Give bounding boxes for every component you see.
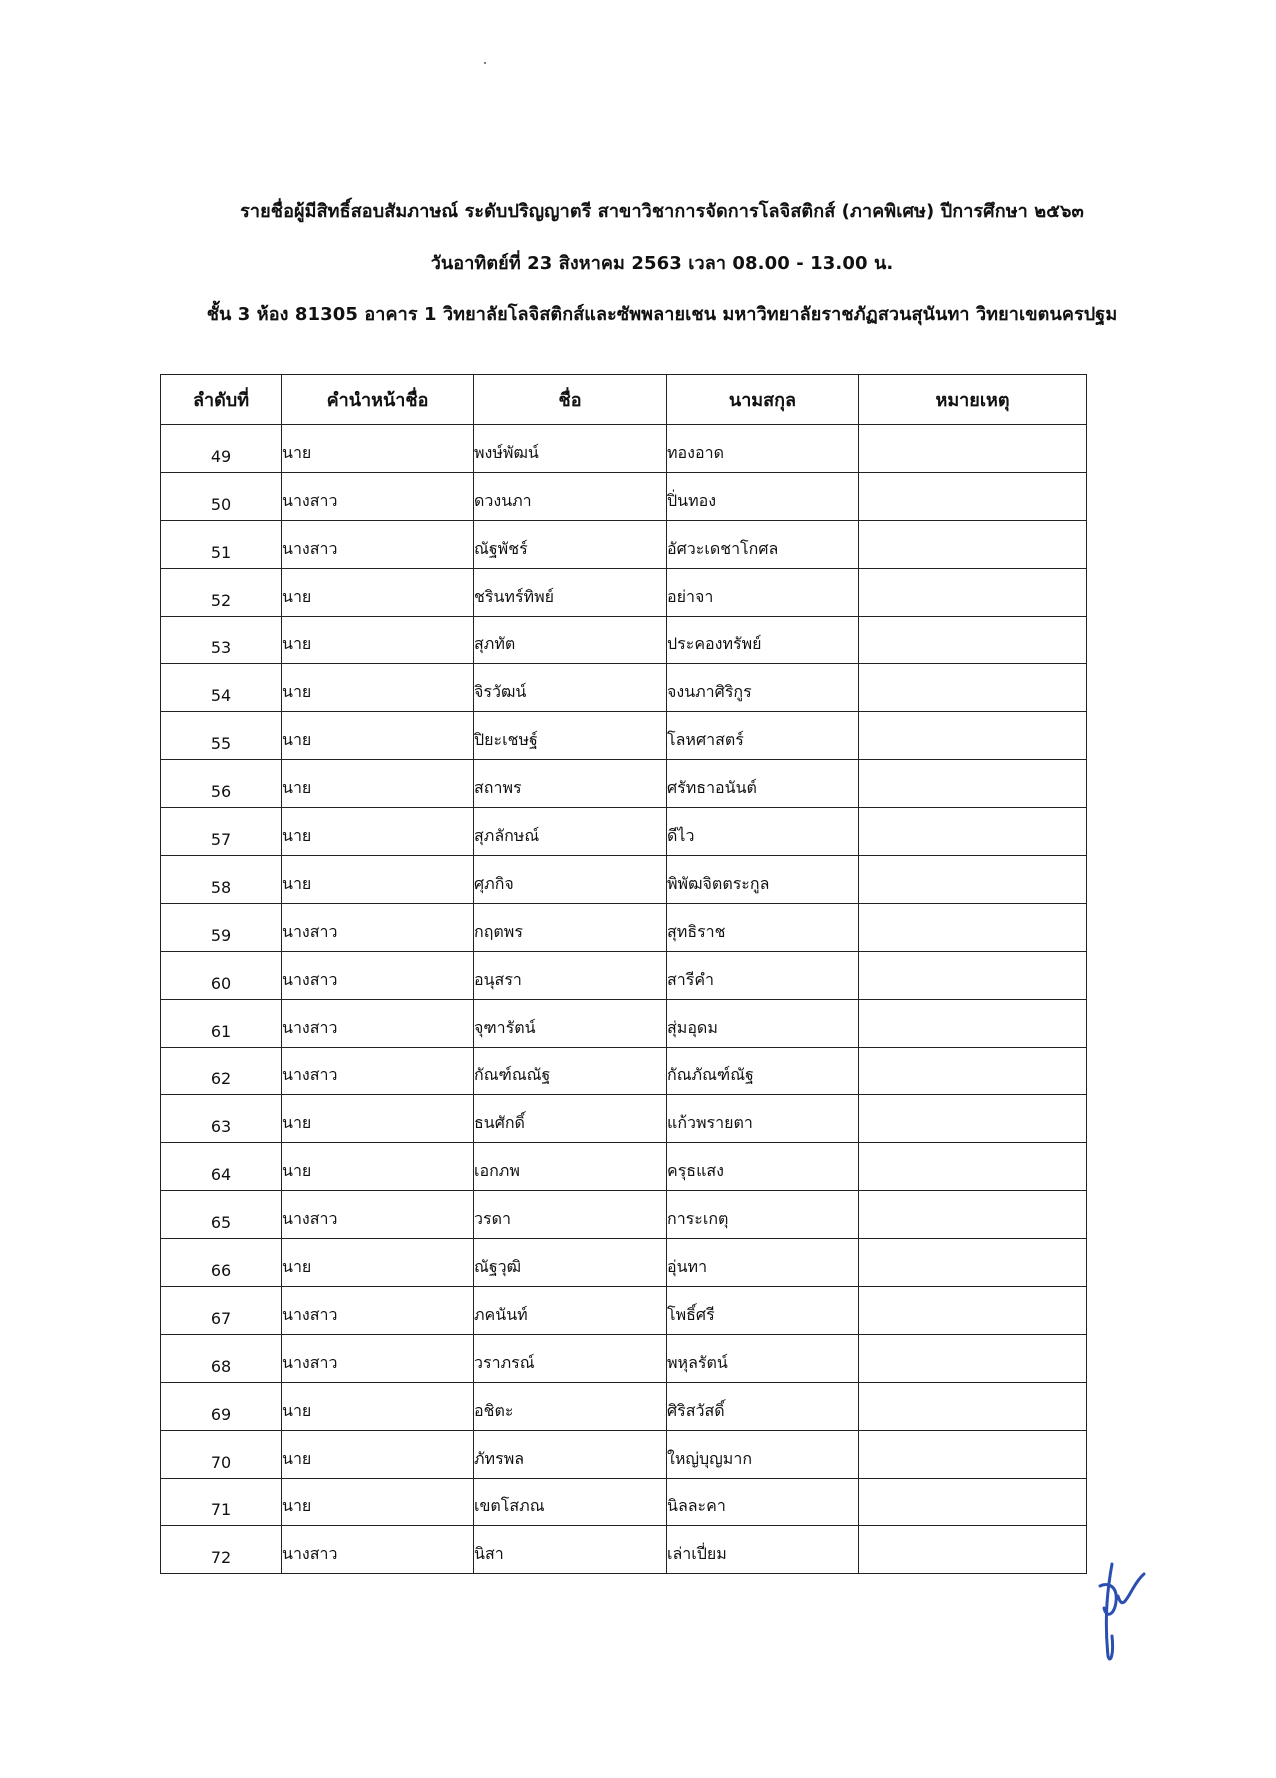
table-row (161, 1047, 1087, 1095)
cell-first-name: ภคนันท์ (474, 1287, 667, 1335)
cell-last-name: สุ่มอุดม (667, 999, 859, 1047)
cell-first-name: ปิยะเชษฐ์ (474, 712, 667, 760)
cell-first-name: ณัฐพัชร์ (474, 520, 667, 568)
cell-first-name: จุฑารัตน์ (474, 999, 667, 1047)
cell-no: 54 (161, 664, 282, 712)
cell-prefix: นางสาว (282, 903, 474, 951)
cell-note (859, 808, 1087, 856)
cell-note (859, 856, 1087, 904)
cell-prefix: นางสาว (282, 472, 474, 520)
document-title: รายชื่อผู้มีสิทธิ์สอบสัมภาษณ์ ระดับปริญญาตรี สาขาวิชาการจัดการโลจิสติกส์ (ภาคพิเศษ) ปีการศึกษา ๒๕๖๓ (240, 201, 1084, 222)
cell-first-name: ศุภกิจ (474, 856, 667, 904)
header-last-name: นามสกุล (667, 375, 859, 425)
cell-last-name: อัศวะเดชาโกศล (667, 520, 859, 568)
cell-prefix: นางสาว (282, 520, 474, 568)
table-row (161, 951, 1087, 999)
cell-no: 56 (161, 760, 282, 808)
cell-last-name: ศิริสวัสดิ์ (667, 1382, 859, 1430)
cell-first-name: อชิตะ (474, 1382, 667, 1430)
cell-no: 61 (161, 999, 282, 1047)
cell-last-name: ใหญ่บุญมาก (667, 1430, 859, 1478)
cell-first-name: เอกภพ (474, 1143, 667, 1191)
cell-prefix: นางสาว (282, 1191, 474, 1239)
cell-last-name: แก้วพรายตา (667, 1095, 859, 1143)
cell-last-name: ครุธแสง (667, 1143, 859, 1191)
cell-no: 50 (161, 472, 282, 520)
cell-first-name: สุภทัต (474, 616, 667, 664)
cell-last-name: อย่าจา (667, 568, 859, 616)
cell-first-name: เขตโสภณ (474, 1478, 667, 1526)
cell-prefix: นาย (282, 568, 474, 616)
cell-note (859, 903, 1087, 951)
cell-note (859, 664, 1087, 712)
cell-last-name: อุ่นทา (667, 1239, 859, 1287)
cell-last-name: สารีคำ (667, 951, 859, 999)
cell-last-name: ทองอาด (667, 425, 859, 473)
cell-prefix: นาย (282, 664, 474, 712)
table-row (161, 1287, 1087, 1335)
cell-first-name: วราภรณ์ (474, 1334, 667, 1382)
cell-note (859, 1143, 1087, 1191)
cell-no: 65 (161, 1191, 282, 1239)
header-no: ลำดับที่ (161, 375, 282, 425)
cell-note (859, 616, 1087, 664)
cell-prefix: นาย (282, 856, 474, 904)
cell-last-name: กัณภัณฑ์ณัฐ (667, 1047, 859, 1095)
cell-note (859, 1478, 1087, 1526)
cell-no: 59 (161, 903, 282, 951)
table-row (161, 425, 1087, 473)
table-row (161, 1430, 1087, 1478)
cell-note (859, 1430, 1087, 1478)
cell-last-name: เล่าเปี่ยม (667, 1526, 859, 1574)
cell-prefix: นางสาว (282, 1334, 474, 1382)
cell-no: 57 (161, 808, 282, 856)
table-row (161, 1478, 1087, 1526)
cell-note (859, 760, 1087, 808)
table-row (161, 1239, 1087, 1287)
table-row (161, 999, 1087, 1047)
candidate-table (160, 374, 1087, 1574)
cell-no: 52 (161, 568, 282, 616)
scan-speck (484, 62, 486, 64)
cell-prefix: นาย (282, 425, 474, 473)
table-row (161, 664, 1087, 712)
table-row (161, 760, 1087, 808)
cell-last-name: พิพัฒจิตตระกูล (667, 856, 859, 904)
cell-note (859, 472, 1087, 520)
cell-no: 70 (161, 1430, 282, 1478)
cell-first-name: วรดา (474, 1191, 667, 1239)
header-note: หมายเหตุ (859, 375, 1087, 425)
cell-prefix: นาย (282, 808, 474, 856)
table-row (161, 1334, 1087, 1382)
cell-no: 53 (161, 616, 282, 664)
cell-prefix: นาย (282, 616, 474, 664)
cell-note (859, 712, 1087, 760)
cell-first-name: สุภลักษณ์ (474, 808, 667, 856)
cell-no: 71 (161, 1478, 282, 1526)
cell-last-name: ประคองทรัพย์ (667, 616, 859, 664)
cell-first-name: กัณฑ์ณณัฐ (474, 1047, 667, 1095)
table-row (161, 1382, 1087, 1430)
cell-first-name: ภัทรพล (474, 1430, 667, 1478)
cell-note (859, 520, 1087, 568)
cell-first-name: ดวงนภา (474, 472, 667, 520)
cell-prefix: นาย (282, 760, 474, 808)
cell-first-name: กฤตพร (474, 903, 667, 951)
table-body (161, 425, 1087, 1574)
cell-last-name: โลหศาสตร์ (667, 712, 859, 760)
cell-last-name: การะเกตุ (667, 1191, 859, 1239)
table-row (161, 616, 1087, 664)
cell-no: 67 (161, 1287, 282, 1335)
table-row (161, 1095, 1087, 1143)
cell-no: 72 (161, 1526, 282, 1574)
table-row (161, 568, 1087, 616)
cell-prefix: นางสาว (282, 1047, 474, 1095)
cell-prefix: นางสาว (282, 1287, 474, 1335)
cell-no: 55 (161, 712, 282, 760)
cell-prefix: นางสาว (282, 1526, 474, 1574)
table-row (161, 856, 1087, 904)
cell-note (859, 425, 1087, 473)
table-row (161, 1191, 1087, 1239)
date-line: วันอาทิตย์ที่ 23 สิงหาคม 2563 เวลา 08.00 - 13.00 น. (430, 253, 894, 274)
cell-first-name: ณัฐวุฒิ (474, 1239, 667, 1287)
table-row (161, 472, 1087, 520)
cell-prefix: นาย (282, 1382, 474, 1430)
cell-no: 49 (161, 425, 282, 473)
cell-last-name: โพธิ์ศรี (667, 1287, 859, 1335)
table-row (161, 1526, 1087, 1574)
cell-note (859, 1287, 1087, 1335)
header-prefix: คำนำหน้าชื่อ (282, 375, 474, 425)
table-row (161, 808, 1087, 856)
cell-note (859, 1095, 1087, 1143)
header-first-name: ชื่อ (474, 375, 667, 425)
cell-first-name: นิสา (474, 1526, 667, 1574)
cell-last-name: ดีไว (667, 808, 859, 856)
cell-note (859, 1239, 1087, 1287)
location-line: ชั้น 3 ห้อง 81305 อาคาร 1 วิทยาลัยโลจิสติกส์และซัพพลายเชน มหาวิทยาลัยราชภัฏสวนสุนันทา วิทยาเขตนครปฐม (206, 304, 1118, 325)
cell-note (859, 1526, 1087, 1574)
cell-last-name: สุทธิราช (667, 903, 859, 951)
cell-first-name: ชรินทร์ทิพย์ (474, 568, 667, 616)
handwritten-signature-icon (1090, 1556, 1150, 1666)
cell-last-name: นิลละคา (667, 1478, 859, 1526)
cell-no: 60 (161, 951, 282, 999)
cell-no: 69 (161, 1382, 282, 1430)
cell-note (859, 999, 1087, 1047)
cell-first-name: จิรวัฒน์ (474, 664, 667, 712)
cell-no: 51 (161, 520, 282, 568)
cell-prefix: นาย (282, 1430, 474, 1478)
table-row (161, 903, 1087, 951)
cell-prefix: นาย (282, 712, 474, 760)
cell-no: 63 (161, 1095, 282, 1143)
cell-prefix: นางสาว (282, 951, 474, 999)
cell-first-name: ธนศักดิ์ (474, 1095, 667, 1143)
cell-prefix: นาย (282, 1478, 474, 1526)
cell-last-name: ปิ่นทอง (667, 472, 859, 520)
cell-note (859, 1047, 1087, 1095)
cell-prefix: นาย (282, 1095, 474, 1143)
cell-no: 58 (161, 856, 282, 904)
cell-first-name: พงษ์พัฒน์ (474, 425, 667, 473)
cell-no: 68 (161, 1334, 282, 1382)
table-header-row (161, 375, 1087, 425)
cell-prefix: นาย (282, 1239, 474, 1287)
cell-last-name: ศรัทธาอนันต์ (667, 760, 859, 808)
cell-note (859, 1191, 1087, 1239)
cell-prefix: นาย (282, 1143, 474, 1191)
cell-note (859, 1334, 1087, 1382)
cell-no: 62 (161, 1047, 282, 1095)
cell-no: 64 (161, 1143, 282, 1191)
cell-note (859, 951, 1087, 999)
table-row (161, 1143, 1087, 1191)
cell-first-name: สถาพร (474, 760, 667, 808)
cell-first-name: อนุสรา (474, 951, 667, 999)
cell-no: 66 (161, 1239, 282, 1287)
cell-prefix: นางสาว (282, 999, 474, 1047)
table-row (161, 712, 1087, 760)
cell-note (859, 1382, 1087, 1430)
cell-note (859, 568, 1087, 616)
cell-last-name: พหุลรัตน์ (667, 1334, 859, 1382)
cell-last-name: จงนภาศิริกูร (667, 664, 859, 712)
table-row (161, 520, 1087, 568)
